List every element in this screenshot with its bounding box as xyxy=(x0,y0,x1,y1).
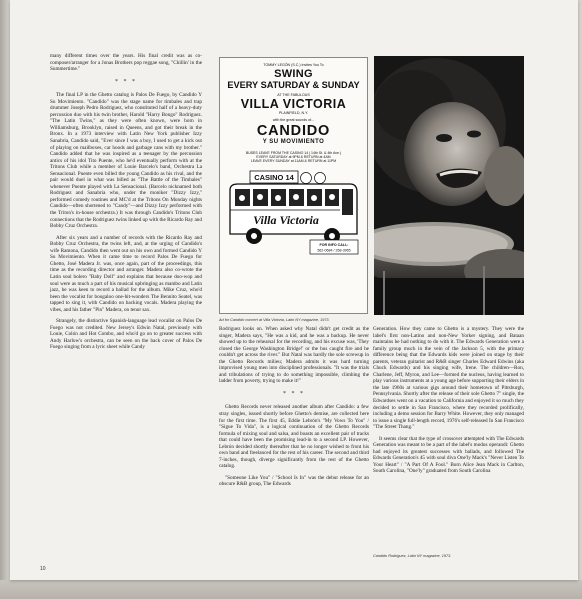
ad-bus-info xyxy=(220,151,367,164)
section-divider: * * * xyxy=(283,390,305,397)
ad-info-title: FOR INFO CALL: xyxy=(319,242,349,247)
ad-with-sounds: with the great sounds of... xyxy=(272,118,315,123)
paragraph: many different times over the years. His final credit was as co-composer/arranger for a Jonas Brothers pop reggae song, "Chillin' in the Summertime." xyxy=(50,53,202,73)
bus-sign-casino-text: CASINO 14 xyxy=(254,172,294,182)
bus-sign-circle xyxy=(301,172,312,183)
ad-bus-line: EVERY SATURDAY at 9PM & RETURN at 4AM xyxy=(256,154,331,159)
ad-swing-heading: SWING xyxy=(274,68,313,81)
ad-band-name: CANDIDO xyxy=(256,122,331,139)
ad-at-the: AT THE FABULOUS xyxy=(277,93,310,98)
ad-caption: Ad for Candido concert at Villa Victoria, Latin NY magazine, 1973. xyxy=(219,318,330,322)
paragraph: Rodriguez looks on. When asked why Natal didn't get credit as the singer, Madera says, "He was a kid, and he was a backup. He never showed up to the rehearsal for the recording, and his excuse was, 'They closed the George Washington Bridge!' or the bus caught fire and he couldn't get across the river." But Natal was hardly the sole screwup in the Ghetto Records milieu; Madera admits it was hard turning improvised young men into disciplined professionals. "It was the trials and tribulations of trying to do something impossible, climbing the ladder from poverty, trying to make it!" xyxy=(219,326,369,385)
candido-photo-drawing xyxy=(374,56,524,315)
villa-victoria-ad xyxy=(219,57,368,314)
page-number: 10 xyxy=(40,566,46,572)
book-spine-shadow xyxy=(0,0,10,599)
paragraph: "Someone Like You" / "School Is In" was the debut release for an obscure R&B group, The Edwards xyxy=(219,474,369,488)
text-column-right xyxy=(373,326,524,480)
text-column-left xyxy=(50,53,202,356)
bus-sign-circle xyxy=(315,172,326,183)
ad-bus-line: BUSES LEAVE FROM THE CASINO 14 | 14th St. & 4th Ave.) xyxy=(245,150,342,155)
paragraph: After six years and a number of records with the Ricardo Ray and Bobby Cruz Orchestra, the twins left, and, at the urging of Candido's wife Ramona, Candido then went out on his own and formed Candido Y Su Movimiento. When it came time to record Palos De Fuego for Ghetto, José Madera Jr. was, once again, part of the proceedings, this time as the recording director and arranger. Madera also co-wrote the Latin soul bolero "Baby Doll" and explains that because doo-wop and soul were as much a part of his musical upbringing as mambo and Latin jazz, he was keen to record a ballad for the album. Mike Cruz, who'd been the vocalist for boogaloo one-hit-wonders The Bennito Seatel, was tapped to sing it, with Candido on backing vocals. Madera playing the vibes, and his father "Pin" Madera, on tenor sax. xyxy=(50,234,202,313)
paragraph: Strangely, the distinctive Spanish-language lead vocalist on Palos De Fuego was not credited. New Jersey's Edwin Natal, previously with Louie, Colón and Hot Combo, and who'd go on to greater success with Andy Harlow's orchestra, can be seen on the back cover of Palos De Fuego singing from a lyric sheet while Candy xyxy=(50,318,202,351)
ad-info-phone: 562-0684 / 268-3965 xyxy=(317,248,351,253)
ad-band-subtitle: Y SU MOVIMIENTO xyxy=(262,138,325,145)
paragraph: The final LP in the Ghetto catalog is Palos De Fuego, by Candido Y Su Movimiento. "Candido" was the stage name for timbales and trap drummer Joseph Pedro Rodriguez, who constituted half of a heavy-duty percussion duo with his twin brother, Harold "Harry Bongo" Rodriguez. "The Latin Twins," as they were often known, were born in Williamsburg, Brooklyn, raised in Queens, and got their break in the Bronx. In a 1973 interview with Latin New York publisher Izzy Sanabria, Candido said, "Ever since I was a boy, I used to get a kick out of playing on mailboxes, car hoods and garbage cans with my brother." Candido added that he was inspired as a teenager by the percussion antics of his idol Tito Puente, who he'd eventually perform with at the Tritons Club while a member of Louie Barcelo's band, Orchestra La Sensacional. Puente even billed the young Candido as his rival, and the pair would duel in what was billed as "The Battle of the Timbales" whenever Puente played with La Sensacional. (Barcelo nicknamed both Rodriguez and Sanabria who, under the moniker "Dizzy Izzy," performed comedy routines and MC'd at the Tritons On Monday nights Candido—often shortened to "Candy"—and Dizzy Izzy performed with the Triton's in-house orchestra.) It was through Candido's Tritons Club connections that the Rodriguez twins linked up with the Ricardo Ray and Bobby Cruz Orchestra. xyxy=(50,92,202,230)
text-column-middle xyxy=(219,326,369,493)
candido-photo xyxy=(374,56,524,315)
paragraph: It seems clear that the type of crossover attempted with The Edwards Generation was meant to be a part of the label's modus operandi: Ghetto had enjoyed its greatest successes with ballads, and followed The Edwards Generation's 45 with soul diva One'ly Mack's "Never Listen To Your Heart" / "A Part Of A Fool." Born Alice Jean Mack in Carlton, South Carolina, "One'ly" graduated from South Carolina xyxy=(373,435,524,475)
ad-bus-line: LEAVE EVERY SUNDAY at 11AM & RETURN at 11PM xyxy=(250,159,337,164)
ad-presenter: TOMMY LEGÓN (S.C.) Invites You To xyxy=(263,63,324,67)
bus-illustration xyxy=(224,168,363,256)
section-divider: * * * xyxy=(115,78,137,85)
paragraph: Generation. How they came to Ghetto is a mystery. They were the label's first non-Latino and non-New Yorker signing, and Bataan maintains he had nothing to do with it. The Edwards Generation were a family group much in the vein of the Jackson 5, with the primary difference being that the Edwards kids were joined on stage by their parents, veteran guitarist and R&B singer Charles Edward Edwins (aka Chuck Edwards) and his singing wife, Irene. The children—Ron, Charlene, Jeff, Myron, and Lee—formed the nucleus, having learned to play various instruments at a young age before supporting their elders in the late 1960s at various gigs around their hometown of Pittsburgh, Pennsylvania. Shortly after the release of their sole Ghetto 7" single, the Edwardses went on a vacation to California and enjoyed it so much they decided to settle in San Francisco, where they recorded prolifically, including a demo session for Barry White. However, they only managed to issue a single full-length record, 1976's self-released In San Francisco "The Street Thang." xyxy=(373,326,524,431)
ad-venue-name: VILLA VICTORIA xyxy=(240,96,347,111)
book-bottom-edge xyxy=(0,580,582,599)
bus-side-lettering: Villa Victoria xyxy=(253,212,319,227)
ad-venue-location: PLAINFIELD, N.Y. xyxy=(278,110,309,115)
paragraph: Ghetto Records never released another album after Candido: a few stray singles, issued shortly before Ghetto's demise, are collected here for the first time. The first 45, Eddie Lebrón's "My Vows To You" / "Sigue To Vida", is a logical continuation of the Ghetto Records formula of mixing soul and salsa, and boasts an excellent pair of tracks that could have been the promising lead-in to a second LP. However, Lebrón decided shortly thereafter that he no longer wished to front his own band and freelanced for the rest of his career. The second and third 7-inches, though, diverge significantly from the rest of the Ghetto catalog. xyxy=(219,404,369,470)
photo-caption: Candido Rodriguez, Latin NY magazine, 1973. xyxy=(373,554,452,558)
ad-every-weekend: EVERY SATURDAY & SUNDAY xyxy=(227,80,360,91)
